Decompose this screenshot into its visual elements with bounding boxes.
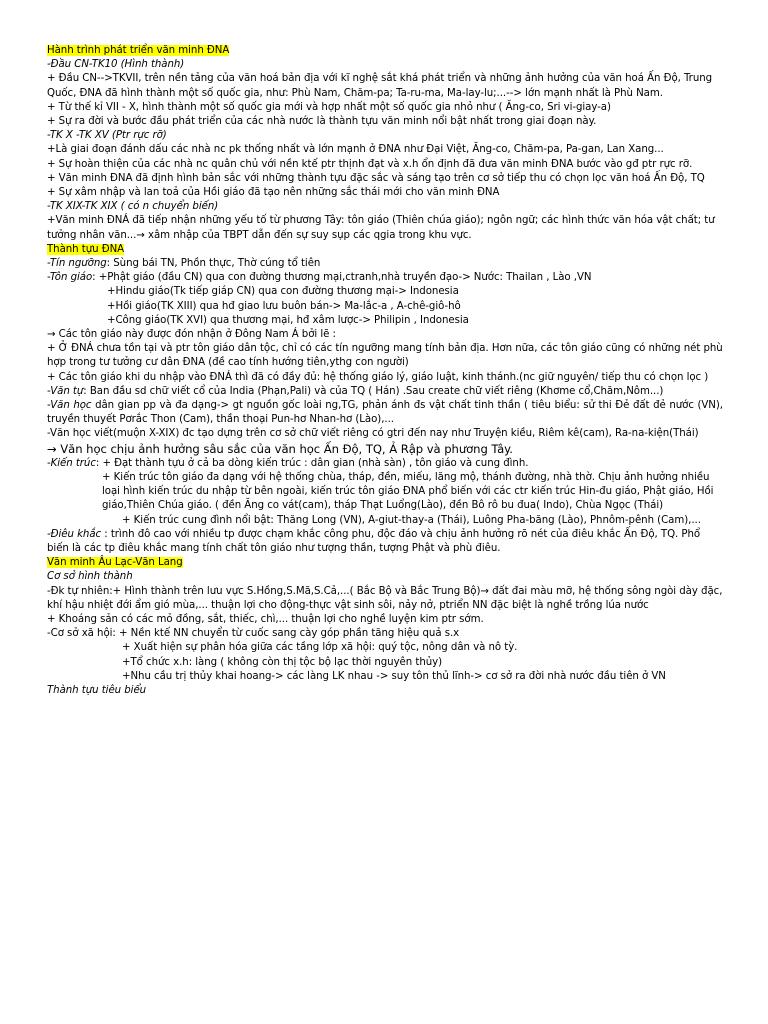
architecture-label: -Kiến trúc [47, 457, 96, 469]
beliefs-text: : Sùng bái TN, Phồn thực, Thờ cúng tổ tiên [106, 258, 321, 270]
religion-point-4: +Công giáo(TK XVI) qua thương mại, hđ xâm lược-> Philipin , Indonesia [107, 314, 469, 326]
religion-point-2: +Hindu giáo(Tk tiếp giáp CN) qua con đường thương mại-> Indonesia [107, 286, 459, 298]
literature-written: -Văn học viết(muộn X-XIX) đc tạo dựng trên cơ sở chữ viết riêng có gtri đến nay như Truyện kiều, Riêm kê(cam), Ra-na-kiện(Thái) [47, 428, 699, 440]
period-2-title: -TK X -TK XV (Ptr rực rỡ) [47, 130, 167, 142]
heading-civilization-journey: Hành trình phát triển văn minh ĐNA [47, 45, 230, 56]
architecture-point-2: + Kiến trúc tôn giáo đa dạng với hệ thống chùa, tháp, đền, miếu, lăng mộ, thánh đường, nhà thờ. Chịu ảnh hưởng nhiều loại hình kiến trúc du nhập từ bên ngoài, kiến trúc tôn giáo ĐNA phổ biến với các ctr kiến trúc Hin-đu giáo, Phật giáo, Hồi giáo,Thiên Chúa giáo. ( đền Ăng co vát(cam), tháp Thạt Luổng(Lào), đền Bô rô bu đua( Indo), Chùa Ngọc (Thái) [102, 471, 714, 512]
religion-reason-intro: → Các tôn giáo này được đón nhận ở Đông Nam Á bởi lẽ : [47, 329, 336, 341]
religion-point-1: : +Phật giáo (đầu CN) qua con đường thương mại,ctranh,nhà truyền đạo-> Nước: Thailan , Lào ,VN [92, 272, 592, 284]
beliefs-label: -Tín ngưỡng [47, 258, 107, 270]
architecture-point-1: : + Đạt thành tựu ở cả ba dòng kiến trúc : dân gian (nhà sàn) , tôn giáo và cung đình. [95, 457, 529, 469]
foundation-social-2: + Xuất hiện sự phân hóa giữa các tầng lớp xã hội: quý tộc, nông dân và nô tỳ. [122, 642, 518, 654]
period-1-point-3: + Sự ra đời và bước đầu phát triển của các nhà nước là thành tựu văn minh nổi bật nhất trong giai đoạn này. [47, 116, 597, 128]
literature-label: -Văn học [47, 400, 92, 412]
foundation-minerals: + Khoáng sản có các mỏ đồng, sắt, thiếc, chì,... thuận lợi cho nghề luyện kim ptr sớm. [47, 613, 484, 625]
period-2-point-3: + Văn minh ĐNA đã định hình bản sắc với những thành tựu đặc sắc và sáng tạo trên cơ sở tiếp thu có chọn lọc văn hoá Ấn Độ, TQ [47, 172, 705, 184]
foundation-title: Cơ sở hình thành [47, 571, 133, 583]
foundation-social-1: -Cơ sở xã hội: + Nền ktế NN chuyển từ cuốc sang cày góp phần tăng hiệu quả s.x [47, 628, 460, 640]
religion-reason-2: + Các tôn giáo khi du nhập vào ĐNÁ thì đã có đầy đủ: hệ thống giáo lý, giáo luật, kinh thánh.(nc giữ nguyên/ tiếp thu có chọn lọc ) [47, 371, 709, 383]
foundation-social-3: +Tổ chức x.h: làng ( không còn thị tộc bộ lạc thời nguyên thủy) [122, 656, 443, 668]
foundation-natural: -Đk tự nhiên:+ Hình thành trên lưu vực S.Hồng,S.Mã,S.Cả,...( Bắc Bộ và Bắc Trung Bộ)→ đất đai màu mỡ, hệ thống sông ngòi dày đặc, khí hậu nhiệt đới ẩm gió mùa,... thuận lợi cho động-thực vật sinh sôi, nảy nở, ptriển NN đặc biệt là nghề trồng lúa nước [47, 585, 723, 611]
literature-conclusion: → Văn học chịu ảnh hưởng sâu sắc của văn học Ấn Độ, TQ, Ả Rập và phương Tây. [47, 441, 513, 456]
literature-text: dân gian pp và đa dạng-> gt nguồn gốc loài ng,TG, phản ánh đs vật chất tinh thần ( tiêu biểu: sử thi Đẻ đất đẻ nước (VN), truyền thuyết Pơrắc Thon (Cam), thần thoại Pun-hơ Nhan-hơ (Lào),... [47, 400, 723, 426]
achievements-title: Thành tựu tiêu biểu [47, 684, 147, 696]
period-2-point-1: +Là giai đoạn đánh dấu các nhà nc pk thống nhất và lớn mạnh ở ĐNA như Đại Việt, Ăng-co, Chăm-pa, Pa-gan, Lan Xang... [47, 144, 664, 156]
period-1-title: -Đầu CN-TK10 (Hình thành) [47, 59, 185, 71]
document-body [47, 44, 723, 698]
heading-achievements: Thành tựu ĐNA [47, 243, 125, 255]
period-3-title: -TK XIX-TK XIX ( có n chuyển biến) [47, 201, 219, 213]
heading-au-lac-van-lang: Văn minh Âu Lạc-Văn Lang [47, 557, 183, 569]
period-1-point-2: + Từ thế kỉ VII - X, hình thành một số quốc gia mới và hợp nhất một số quốc gia nhỏ như ( Ăng-co, Sri vi-giay-a) [47, 101, 611, 113]
script-label: -Văn tự [47, 385, 84, 397]
period-2-point-2: + Sự hoàn thiện của các nhà nc quân chủ với nền ktế ptr thịnh đạt và x.h ổn định đã đưa văn minh ĐNA bước vào gđ ptr rực rỡ. [47, 158, 693, 170]
religion-point-3: +Hồi giáo(TK XIII) qua hđ giao lưu buôn bán-> Ma-lắc-a , A-chê-giô-hô [107, 300, 461, 312]
period-2-point-4: + Sự xâm nhập và lan toả của Hồi giáo đã tạo nên những sắc thái mới cho văn minh ĐNA [47, 187, 500, 199]
religion-label: -Tôn giáo [47, 272, 93, 284]
foundation-social-4: +Nhu cầu trị thủy khai hoang-> các làng LK nhau -> suy tôn thủ lĩnh-> cơ sở ra đời nhà nước đầu tiên ở VN [122, 670, 666, 682]
period-1-point-1: + Đầu CN-->TKVII, trên nền tảng của văn hoá bản địa với kĩ nghệ sắt khá phát triển và những ảnh hưởng của văn hoá Ấn Độ, Trung Quốc, ĐNA đã hình thành một số quốc gia, như: Phù Nam, Chăm-pa; Ta-ru-ma, Ma-lay-lu;...--> lớn mạnh nhất là Phù Nam. [47, 73, 713, 99]
script-text: : Ban đầu sd chữ viết cổ của India (Phạn,Pali) và của TQ ( Hán) .Sau create chữ viết riêng (Khơme cổ,Chăm,Nôm...) [83, 385, 664, 397]
architecture-point-3: + Kiến trúc cung đình nổi bật: Thăng Long (VN), A-giut-thay-a (Thái), Luông Pha-băng (Lào), Phnôm-pênh (Cam),... [122, 514, 701, 526]
sculpture-text: : trình đô cao với nhiều tp được chạm khắc công phu, độc đáo và chịu ảnh hưởng rõ nét của điêu khắc Ấn Độ, TQ. Phổ biến là các tp điêu khắc mang tính chất tôn giáo như tượng thần, tượng Phật và phù điêu. [47, 528, 701, 554]
period-3-point-1: +Văn minh ĐNÁ đã tiếp nhận những yếu tố từ phương Tây: tôn giáo (Thiên chúa giáo); ngôn ngữ; các hình thức văn hóa vật chất; tư tưởng nhân văn...→ xâm nhập của TBPT dẫn đến sự suy sụp các qgia trong khu vực. [47, 215, 715, 241]
sculpture-label: -Điêu khắc [47, 528, 102, 540]
religion-reason-1: + Ở ĐNÁ chưa tồn tại và ptr tôn giáo dân tộc, chỉ có các tín ngưỡng mang tính bản địa. Hơn nữa, các tôn giáo cũng có những nét phù hợp trong tư tưởng cư dân ĐNA (đề cao tính hướng tiên,ythg con người) [47, 343, 723, 369]
